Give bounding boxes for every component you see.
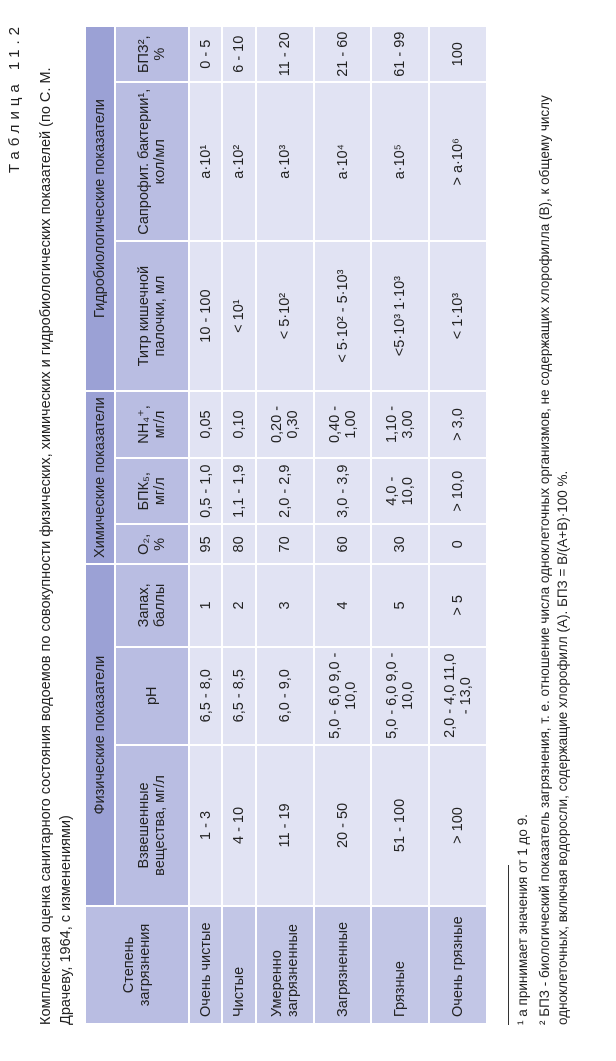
table-cell: 5,0 - 6,0 9,0 - 10,0	[314, 647, 372, 745]
col-header-nh4: NH₄⁺, мг/л	[115, 391, 189, 458]
table-cell: 3,0 - 3,9	[314, 458, 372, 525]
table-cell: 4 - 10	[222, 745, 255, 906]
row-label: Очень грязные	[429, 906, 487, 1024]
table-cell: 0 - 5	[189, 26, 222, 82]
row-label: Грязные	[371, 906, 429, 1024]
table-cell: 61 - 99	[371, 26, 429, 82]
table-cell: 0,10	[222, 391, 255, 458]
table-cell: 95	[189, 524, 222, 564]
table-cell: 4,0 - 10,0	[371, 458, 429, 525]
table-cell: 80	[222, 524, 255, 564]
table-cell: 3	[256, 564, 314, 646]
table-cell: 0,05	[189, 391, 222, 458]
table-cell: 100	[429, 26, 487, 82]
table-row	[189, 26, 222, 1024]
table-cell: < 10¹	[222, 241, 255, 391]
table-cell: a·10¹	[189, 82, 222, 241]
table-cell: a·10²	[222, 82, 255, 241]
table-cell: > a·10⁶	[429, 82, 487, 241]
footnote-divider	[508, 865, 509, 1025]
col-header-o2: O₂, %	[115, 524, 189, 564]
table-cell: > 100	[429, 745, 487, 906]
table-cell: 20 - 50	[314, 745, 372, 906]
pollution-table	[84, 25, 488, 1025]
table-cell: > 3,0	[429, 391, 487, 458]
table-cell: < 5·10²	[256, 241, 314, 391]
table-cell: 1,10 - 3,00	[371, 391, 429, 458]
table-caption: Комплексная оценка санитарного состояния водоемов по совокупности физических, химических и гидробиологических показателей (по С. М. Драчеву, 1964, с изменениями)	[38, 67, 74, 1025]
table-cell: 1 - 3	[189, 745, 222, 906]
table-cell: 0,20 - 0,30	[256, 391, 314, 458]
table-cell: 1	[189, 564, 222, 646]
col-header-suspended: Взвешенные вещества, мг/л	[115, 745, 189, 906]
table-row	[222, 26, 255, 1024]
table-cell: 21 - 60	[314, 26, 372, 82]
table-cell: a·10⁵	[371, 82, 429, 241]
table-cell: 5,0 - 6,0 9,0 - 10,0	[371, 647, 429, 745]
table-cell: 11 - 20	[256, 26, 314, 82]
physical-group-header: Физические показатели	[85, 564, 115, 906]
hydrobio-group-header: Гидробиологические показатели	[85, 26, 115, 391]
row-label: Умеренно загрязненные	[256, 906, 314, 1024]
table-row	[371, 26, 429, 1024]
table-cell: 1,1 - 1,9	[222, 458, 255, 525]
table-cell: 5	[371, 564, 429, 646]
table-cell: 70	[256, 524, 314, 564]
col-header-ph: pH	[115, 647, 189, 745]
table-cell: 2	[222, 564, 255, 646]
table-cell: > 10,0	[429, 458, 487, 525]
col-header-bod5: БПК₅, мг/л	[115, 458, 189, 525]
degree-header: Степень загрязнения	[85, 906, 189, 1024]
col-header-bpz: БПЗ², %	[115, 26, 189, 82]
chemical-group-header: Химические показатели	[85, 391, 115, 564]
table-cell: 2,0 - 2,9	[256, 458, 314, 525]
row-label: Очень чистые	[189, 906, 222, 1024]
table-cell: 0	[429, 524, 487, 564]
table-cell: 0,40 - 1,00	[314, 391, 372, 458]
table-cell: 6,0 - 9,0	[256, 647, 314, 745]
row-label: Чистые	[222, 906, 255, 1024]
table-cell: 6,5 - 8,5	[222, 647, 255, 745]
footnote-2: ² БПЗ - биологический показатель загрязнения, т. е. отношение числа одноклеточных организмов, не содержащих хлорофилла (В), к общему числу одноклеточных, включая водоросли, содержащие хлорофилл (А). БПЗ = В/(А+В)·100 %.	[537, 95, 570, 1025]
table-cell: 4	[314, 564, 372, 646]
table-label: Таблица 11.2	[6, 22, 23, 174]
table-cell: 30	[371, 524, 429, 564]
table-cell: < 1·10³	[429, 241, 487, 391]
footnote-1: ¹ a принимает значения от 1 до 9.	[515, 814, 530, 1025]
row-label: Загрязненные	[314, 906, 372, 1024]
table-cell: 6 - 10	[222, 26, 255, 82]
col-header-coli-titer: Титр кишечной палочки, мл	[115, 241, 189, 391]
table-cell: a·10³	[256, 82, 314, 241]
col-header-odor: Запах, баллы	[115, 564, 189, 646]
table-cell: 2,0 - 4,0 11,0 - 13,0	[429, 647, 487, 745]
table-cell: 51 - 100	[371, 745, 429, 906]
table-row	[314, 26, 372, 1024]
table-cell: 11 - 19	[256, 745, 314, 906]
table-cell: <5·10³ 1·10³	[371, 241, 429, 391]
table-cell: > 5	[429, 564, 487, 646]
table-cell: 60	[314, 524, 372, 564]
table-row	[429, 26, 487, 1024]
table-cell: 0,5 - 1,0	[189, 458, 222, 525]
table-cell: < 5·10² - 5·10³	[314, 241, 372, 391]
table-cell: 10 - 100	[189, 241, 222, 391]
table-cell: 6,5 - 8,0	[189, 647, 222, 745]
table-row	[256, 26, 314, 1024]
table-cell: a·10⁴	[314, 82, 372, 241]
col-header-saprophytes: Сапрофит. бактерии¹, кол/мл	[115, 82, 189, 241]
